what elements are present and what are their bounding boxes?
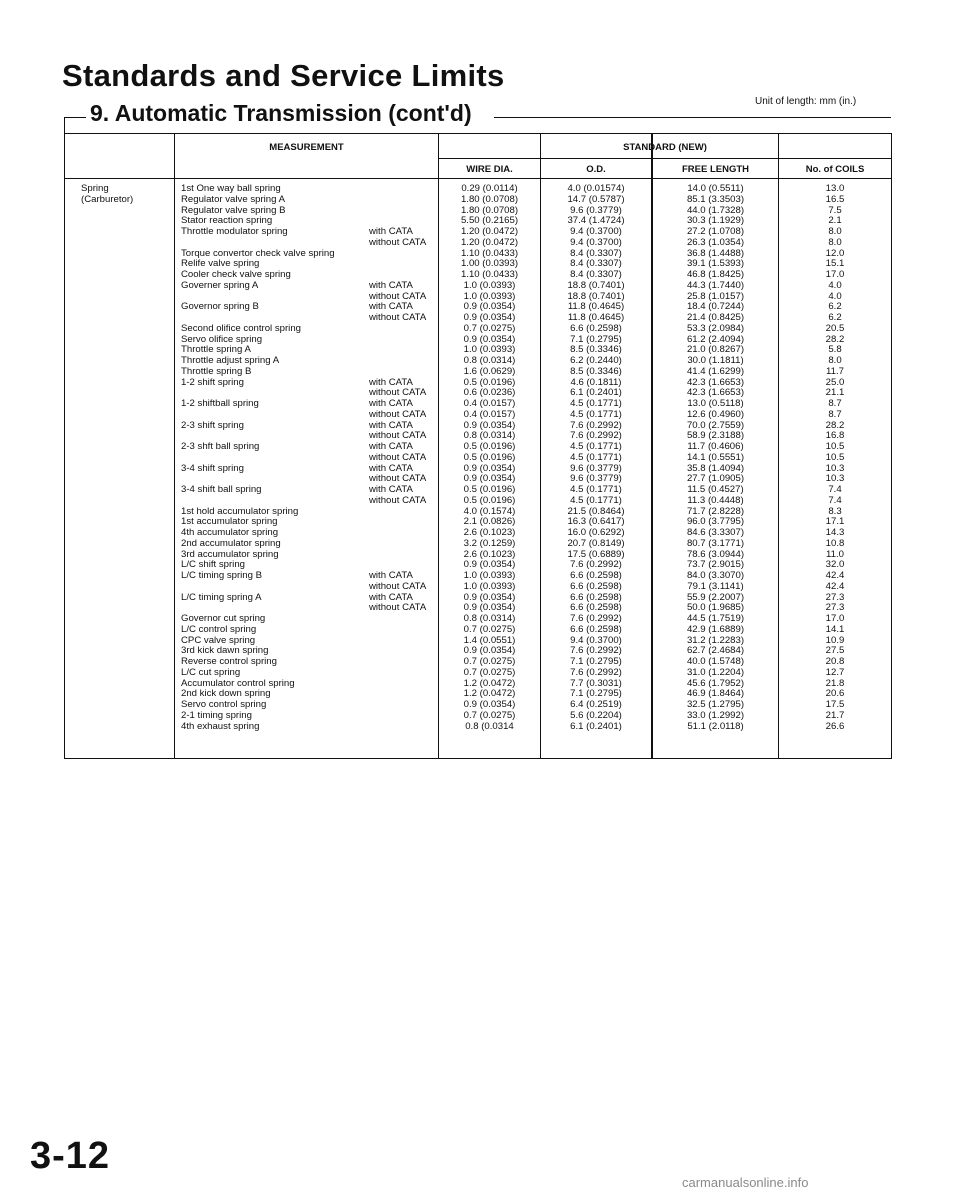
free-length-value: 40.0 (1.5748) xyxy=(686,657,745,667)
coil-count-value: 4.0 xyxy=(828,291,842,302)
wire-dia-value: 1.0 (0.0393) xyxy=(463,280,516,291)
spring-name: Second olifice control spring xyxy=(181,323,301,334)
coil-count-value: 13.0 xyxy=(825,184,845,194)
wire-dia-value: 0.8 (0.0314) xyxy=(463,614,516,624)
wire-dia-value: 0.5 (0.0196) xyxy=(463,442,516,452)
wire-dia-value: 0.7 (0.0275) xyxy=(463,624,516,635)
free-length-value: 21.0 (0.8267) xyxy=(686,345,745,356)
od-value: 9.6 (0.3779) xyxy=(570,474,622,485)
od-value: 20.7 (0.8149) xyxy=(567,538,625,549)
coil-count-value: 8.7 xyxy=(828,399,842,409)
header-standard: STANDARD (NEW) xyxy=(623,142,707,153)
od-value: 6.6 (0.2598) xyxy=(570,581,622,592)
wire-dia-value: 0.9 (0.0354) xyxy=(463,603,516,614)
od-value: 8.5 (0.3346) xyxy=(570,366,622,377)
free-length-value: 13.0 (0.5118) xyxy=(687,399,744,409)
od-value: 4.0 (0.01574) xyxy=(567,184,625,194)
od-value: 6.2 (0.2440) xyxy=(570,356,622,366)
od-value: 4.5 (0.1771) xyxy=(570,495,622,506)
spring-name: Governer spring A xyxy=(181,280,259,291)
wire-dia-value: 1.6 (0.0629) xyxy=(463,366,516,377)
wire-dia-value: 0.4 (0.0157) xyxy=(463,399,516,409)
wire-dia-value: 2.6 (0.1023) xyxy=(463,549,516,560)
wire-dia-value: 1.10 (0.0433) xyxy=(460,270,519,280)
wire-dia-value: 1.00 (0.0393) xyxy=(460,259,519,270)
spring-name: Throttle spring A xyxy=(181,345,251,356)
free-length-value: 26.3 (1.0354) xyxy=(686,237,745,248)
od-value: 9.6 (0.3779) xyxy=(570,463,622,474)
spring-name: 2nd kick down spring xyxy=(181,689,271,700)
od-value: 21.5 (0.8464) xyxy=(567,506,625,517)
spring-name: 4th exhaust spring xyxy=(181,721,260,732)
free-length-value: 41.4 (1.6299) xyxy=(686,366,745,377)
wire-dia-value: 4.0 (0.1574) xyxy=(463,506,516,517)
cata-condition: without CATA xyxy=(369,409,427,420)
wire-dia-value: 1.0 (0.0393) xyxy=(463,571,516,581)
coil-count-value: 6.2 xyxy=(828,313,842,323)
spring-name: L/C timing spring A xyxy=(181,592,262,603)
cata-condition: without CATA xyxy=(369,388,427,399)
coil-count-value: 12.0 xyxy=(825,248,845,259)
wire-dia-value: 0.9 (0.0354) xyxy=(463,700,516,710)
free-length-value: 18.4 (0.7244) xyxy=(686,302,745,313)
coil-count-value: 42.4 xyxy=(825,581,845,592)
coil-count-value: 11.0 xyxy=(826,549,844,560)
coil-count-value: 20.5 xyxy=(825,323,845,334)
free-length-value: 70.0 (2.7559) xyxy=(686,420,745,431)
wire-dia-value: 1.0 (0.0393) xyxy=(463,291,516,302)
wire-dia-value: 1.2 (0.0472) xyxy=(463,678,516,689)
free-length-value: 53.3 (2.0984) xyxy=(686,323,745,334)
coil-count-value: 21.1 xyxy=(825,388,845,399)
coil-count-value: 4.0 xyxy=(828,280,842,291)
wire-dia-value: 0.9 (0.0354) xyxy=(463,463,516,474)
spring-name: L/C shift spring xyxy=(181,560,245,571)
wire-dia-value: 0.9 (0.0354) xyxy=(463,334,516,345)
wire-dia-value: 1.0 (0.0393) xyxy=(463,581,516,592)
od-value: 18.8 (0.7401) xyxy=(567,291,625,302)
spring-name: 2-3 shft ball spring xyxy=(181,442,260,452)
free-length-value: 84.0 (3.3070) xyxy=(686,571,745,581)
wire-dia-value: 0.7 (0.0275) xyxy=(463,323,516,334)
od-value: 7.6 (0.2992) xyxy=(570,431,622,442)
wire-dia-value: 0.9 (0.0354) xyxy=(463,313,516,323)
free-length-value: 35.8 (1.4094) xyxy=(686,463,745,474)
spring-name: Regulator valve spring B xyxy=(181,205,286,216)
coil-count-value: 10.3 xyxy=(825,474,845,485)
od-value: 7.1 (0.2795) xyxy=(570,657,622,667)
free-length-value: 46.9 (1.8464) xyxy=(686,689,745,700)
od-value: 17.5 (0.6889) xyxy=(567,549,625,560)
cata-condition: with CATA xyxy=(369,280,413,291)
od-value: 7.6 (0.2992) xyxy=(570,420,622,431)
od-value: 4.5 (0.1771) xyxy=(570,399,622,409)
cata-condition: with CATA xyxy=(369,302,413,313)
free-length-value: 30.3 (1.1929) xyxy=(686,216,745,227)
spring-name: Throttle modulator spring xyxy=(181,227,288,237)
cata-condition: with CATA xyxy=(369,592,413,603)
od-value: 16.3 (0.6417) xyxy=(567,517,625,528)
free-length-value: 61.2 (2.4094) xyxy=(686,334,745,345)
wire-dia-value: 1.80 (0.0708) xyxy=(460,194,519,205)
od-value: 7.6 (0.2992) xyxy=(570,667,622,678)
coil-count-value: 10.9 xyxy=(825,635,845,646)
coil-count-value: 17.5 xyxy=(825,700,845,710)
wire-dia-value: 0.7 (0.0275) xyxy=(463,657,516,667)
unit-note: Unit of length: mm (in.) xyxy=(755,96,857,107)
spring-name: 1st hold accumulator spring xyxy=(181,506,299,517)
free-length-column xyxy=(653,184,778,732)
od-value: 11.8 (0.4645) xyxy=(567,302,625,313)
header-wire-dia: WIRE DIA. xyxy=(466,164,513,175)
free-length-value: 11.7 (0.4606) xyxy=(687,442,744,452)
free-length-value: 31.0 (1.2204) xyxy=(686,667,745,678)
wire-dia-value: 2.6 (0.1023) xyxy=(463,528,516,538)
wire-dia-value: 2.1 (0.0826) xyxy=(463,517,516,528)
spring-name: 1-2 shiftball spring xyxy=(181,399,259,409)
spring-name: Stator reaction spring xyxy=(181,216,273,227)
cata-condition: without CATA xyxy=(369,474,427,485)
coil-count-value: 8.0 xyxy=(828,227,842,237)
free-length-value: 32.5 (1.2795) xyxy=(686,700,745,710)
cata-condition: without CATA xyxy=(369,313,427,323)
od-value: 7.7 (0.3031) xyxy=(570,678,622,689)
wire-dia-value: 0.9 (0.0354) xyxy=(463,420,516,431)
free-length-value: 14.1 (0.5551) xyxy=(686,452,745,463)
spring-name: 3rd kick dawn spring xyxy=(181,646,269,657)
spec-table xyxy=(64,133,892,759)
free-length-value: 14.0 (0.5511) xyxy=(687,184,744,194)
od-value: 8.5 (0.3346) xyxy=(570,345,622,356)
coil-count-value: 21.8 xyxy=(825,678,845,689)
free-length-value: 84.6 (3.3307) xyxy=(686,528,745,538)
cata-condition: with CATA xyxy=(369,463,413,474)
header-divider-upper xyxy=(438,158,891,159)
spring-name: Reverse control spring xyxy=(181,657,277,667)
cata-condition: without CATA xyxy=(369,603,427,614)
header-od: O.D. xyxy=(586,164,606,175)
coil-count-value: 21.7 xyxy=(825,710,845,721)
od-value: 9.4 (0.3700) xyxy=(570,237,622,248)
od-value: 6.1 (0.2401) xyxy=(570,721,622,732)
free-length-value: 44.0 (1.7328) xyxy=(686,205,745,216)
coil-count-value: 17.1 xyxy=(825,517,845,528)
wire-dia-value: 1.10 (0.0433) xyxy=(460,248,519,259)
od-value: 16.0 (0.6292) xyxy=(567,528,625,538)
cata-condition: with CATA xyxy=(369,442,413,452)
od-value: 6.6 (0.2598) xyxy=(570,624,622,635)
wire-dia-value: 1.4 (0.0551) xyxy=(463,635,516,646)
spring-name: L/C cut spring xyxy=(181,667,241,678)
wire-dia-value: 0.8 (0.0314 xyxy=(465,721,514,732)
category-label: Spring (Carburetor) xyxy=(81,183,134,205)
free-length-value: 11.3 (0.4448) xyxy=(687,495,744,506)
free-length-value: 30.0 (1.1811) xyxy=(687,356,744,366)
section-rule-right xyxy=(494,117,891,118)
coil-count-value: 10.8 xyxy=(825,538,845,549)
od-value: 18.8 (0.7401) xyxy=(567,280,625,291)
od-column xyxy=(541,184,651,732)
wire-dia-value: 0.9 (0.0354) xyxy=(463,592,516,603)
free-length-value: 55.9 (2.2007) xyxy=(686,592,745,603)
od-value: 6.1 (0.2401) xyxy=(570,388,622,399)
spring-name: L/C control spring xyxy=(181,624,257,635)
od-value: 9.4 (0.3700) xyxy=(570,227,622,237)
spring-name: Governor spring B xyxy=(181,302,259,313)
page-title: Standards and Service Limits xyxy=(62,58,505,93)
coil-count-value: 7.4 xyxy=(828,485,842,495)
watermark: carmanualsonline.info xyxy=(682,1175,809,1190)
coil-count-value: 2.1 xyxy=(828,216,842,227)
od-value: 37.4 (1.4724) xyxy=(567,216,625,227)
wire-dia-value: 0.5 (0.0196) xyxy=(463,452,516,463)
wire-dia-value: 0.8 (0.0314) xyxy=(463,356,516,366)
od-value: 8.4 (0.3307) xyxy=(570,270,622,280)
spring-name: Accumulator control spring xyxy=(181,678,295,689)
od-value: 4.6 (0.1811) xyxy=(570,377,622,388)
coil-count-value: 8.0 xyxy=(828,356,842,366)
free-length-value: 44.3 (1.7440) xyxy=(686,280,745,291)
free-length-value: 79.1 (3.1141) xyxy=(687,581,744,592)
wire-dia-value: 0.9 (0.0354) xyxy=(463,646,516,657)
spring-name: 1-2 shift spring xyxy=(181,377,244,388)
coil-count-value: 5.8 xyxy=(828,345,842,356)
od-value: 9.4 (0.3700) xyxy=(570,635,622,646)
cata-condition: without CATA xyxy=(369,495,427,506)
od-value: 11.8 (0.4645) xyxy=(567,313,625,323)
coil-count-value: 28.2 xyxy=(825,420,845,431)
coil-count-value: 14.3 xyxy=(825,528,845,538)
cata-condition: without CATA xyxy=(369,237,427,248)
free-length-value: 78.6 (3.0944) xyxy=(686,549,745,560)
coil-count-value: 26.6 xyxy=(825,721,845,732)
spring-name: L/C timing spring B xyxy=(181,571,263,581)
coil-count-value: 10.5 xyxy=(825,452,845,463)
coil-count-value: 27.3 xyxy=(825,592,845,603)
cata-condition: with CATA xyxy=(369,485,413,495)
coil-count-value: 7.5 xyxy=(828,205,842,216)
wire-dia-value: 0.9 (0.0354) xyxy=(463,560,516,571)
coil-count-value: 7.4 xyxy=(828,495,842,506)
wire-dia-value: 0.29 (0.0114) xyxy=(461,184,518,194)
free-length-value: 31.2 (1.2283) xyxy=(686,635,745,646)
od-value: 8.4 (0.3307) xyxy=(570,259,622,270)
wire-dia-column xyxy=(439,184,540,732)
coil-count-value: 10.3 xyxy=(825,463,845,474)
free-length-value: 36.8 (1.4488) xyxy=(686,248,745,259)
wire-dia-value: 0.6 (0.0236) xyxy=(463,388,516,399)
cata-condition: with CATA xyxy=(369,399,413,409)
wire-dia-value: 1.20 (0.0472) xyxy=(460,237,519,248)
free-length-value: 58.9 (2.3188) xyxy=(686,431,745,442)
wire-dia-value: 1.20 (0.0472) xyxy=(460,227,519,237)
od-value: 7.6 (0.2992) xyxy=(570,646,622,657)
spring-name: Relife valve spring xyxy=(181,259,260,270)
cata-condition: with CATA xyxy=(369,227,413,237)
wire-dia-value: 0.9 (0.0354) xyxy=(463,302,516,313)
coil-count-value: 10.5 xyxy=(825,442,845,452)
coil-count-value: 17.0 xyxy=(825,614,845,624)
free-length-value: 12.6 (0.4960) xyxy=(686,409,745,420)
header-free-length: FREE LENGTH xyxy=(681,164,750,175)
coil-count-value: 17.0 xyxy=(825,270,845,280)
free-length-value: 51.1 (2.0118) xyxy=(687,721,744,732)
wire-dia-value: 3.2 (0.1259) xyxy=(463,538,516,549)
coil-count-value: 11.7 xyxy=(826,366,844,377)
coil-count-value: 20.6 xyxy=(825,689,845,700)
page-number: 3-12 xyxy=(30,1135,111,1177)
coil-count-value: 15.1 xyxy=(825,259,845,270)
free-length-value: 27.7 (1.0905) xyxy=(686,474,745,485)
coil-count-value: 27.3 xyxy=(825,603,845,614)
od-value: 6.6 (0.2598) xyxy=(570,571,622,581)
spring-name: Cooler check valve spring xyxy=(181,270,291,280)
free-length-value: 44.5 (1.7519) xyxy=(686,614,745,624)
spring-name: 3-4 shift spring xyxy=(181,463,244,474)
cata-condition: with CATA xyxy=(369,420,413,431)
wire-dia-value: 0.5 (0.0196) xyxy=(463,495,516,506)
spring-name: 3-4 shift ball spring xyxy=(181,485,262,495)
free-length-value: 46.8 (1.8425) xyxy=(686,270,745,280)
spring-name: 4th accumulator spring xyxy=(181,528,279,538)
cata-condition: without CATA xyxy=(369,291,427,302)
od-value: 8.4 (0.3307) xyxy=(570,248,622,259)
od-value: 5.6 (0.2204) xyxy=(570,710,622,721)
od-value: 7.1 (0.2795) xyxy=(570,334,622,345)
coil-count-value: 28.2 xyxy=(825,334,845,345)
od-value: 9.6 (0.3779) xyxy=(570,205,622,216)
od-value: 4.5 (0.1771) xyxy=(570,485,622,495)
cata-condition: without CATA xyxy=(369,431,427,442)
wire-dia-value: 0.7 (0.0275) xyxy=(463,667,516,678)
od-value: 6.6 (0.2598) xyxy=(570,603,622,614)
spring-name: Regulator valve spring A xyxy=(181,194,285,205)
free-length-value: 85.1 (3.3503) xyxy=(686,194,745,205)
coil-count-value: 16.8 xyxy=(825,431,845,442)
spring-name: 1st One way ball spring xyxy=(181,184,281,194)
wire-dia-value: 0.8 (0.0314) xyxy=(463,431,516,442)
spring-name: 2nd accumulator spring xyxy=(181,538,281,549)
wire-dia-value: 0.9 (0.0354) xyxy=(463,474,516,485)
coil-count-value: 20.8 xyxy=(825,657,845,667)
wire-dia-value: 0.7 (0.0275) xyxy=(463,710,516,721)
od-value: 7.6 (0.2992) xyxy=(570,560,622,571)
spring-name: CPC valve spring xyxy=(181,635,256,646)
col-divider-category xyxy=(174,134,175,758)
wire-dia-value: 5.50 (0.2165) xyxy=(460,216,519,227)
od-value: 7.6 (0.2992) xyxy=(570,614,622,624)
wire-dia-value: 1.2 (0.0472) xyxy=(463,689,516,700)
coil-count-value: 8.7 xyxy=(828,409,842,420)
spring-name: 2-1 timing spring xyxy=(181,710,252,721)
wire-dia-value: 1.0 (0.0393) xyxy=(463,345,516,356)
coil-count-value: 6.2 xyxy=(828,302,842,313)
coil-count-value: 42.4 xyxy=(825,571,845,581)
free-length-value: 11.5 (0.4527) xyxy=(687,485,744,495)
spring-name: Throttle adjust spring A xyxy=(181,356,280,366)
od-value: 6.4 (0.2519) xyxy=(570,700,622,710)
cata-condition: without CATA xyxy=(369,452,427,463)
spring-name: Servo control spring xyxy=(181,700,267,710)
free-length-value: 80.7 (3.1771) xyxy=(686,538,745,549)
od-value: 4.5 (0.1771) xyxy=(570,442,622,452)
wire-dia-value: 0.5 (0.0196) xyxy=(463,485,516,495)
free-length-value: 73.7 (2.9015) xyxy=(686,560,745,571)
coil-count-value: 32.0 xyxy=(825,560,845,571)
wire-dia-value: 0.5 (0.0196) xyxy=(463,377,516,388)
header-measurement: MEASUREMENT xyxy=(269,142,344,153)
free-length-value: 50.0 (1.9685) xyxy=(686,603,745,614)
free-length-value: 33.0 (1.2992) xyxy=(686,710,745,721)
coil-count-value: 16.5 xyxy=(825,194,845,205)
od-value: 6.6 (0.2598) xyxy=(570,592,622,603)
cata-condition: with CATA xyxy=(369,571,413,581)
free-length-value: 71.7 (2.8228) xyxy=(686,506,745,517)
coils-column xyxy=(779,184,891,732)
od-value: 6.6 (0.2598) xyxy=(570,323,622,334)
coil-count-value: 25.0 xyxy=(825,377,845,388)
free-length-value: 39.1 (1.5393) xyxy=(686,259,745,270)
free-length-value: 42.3 (1.6653) xyxy=(686,388,745,399)
coil-count-value: 12.7 xyxy=(825,667,845,678)
spring-name: 1st accumulator spring xyxy=(181,517,278,528)
spring-name: Throttle spring B xyxy=(181,366,252,377)
free-length-value: 42.3 (1.6653) xyxy=(686,377,745,388)
spring-name: Torque convertor check valve spring xyxy=(181,248,335,259)
cata-condition: without CATA xyxy=(369,581,427,592)
wire-dia-value: 1.80 (0.0708) xyxy=(460,205,519,216)
free-length-value: 42.9 (1.6889) xyxy=(686,624,745,635)
spring-name: 2-3 shift spring xyxy=(181,420,244,431)
cata-condition: with CATA xyxy=(369,377,413,388)
section-rule-left xyxy=(64,117,86,118)
section-heading: 9. Automatic Transmission (cont'd) xyxy=(90,100,472,126)
free-length-value: 96.0 (3.7795) xyxy=(686,517,745,528)
header-divider-lower xyxy=(65,178,891,179)
spring-name: Servo olifice spring xyxy=(181,334,263,345)
coil-count-value: 27.5 xyxy=(825,646,845,657)
free-length-value: 21.4 (0.8425) xyxy=(686,313,745,323)
free-length-value: 27.2 (1.0708) xyxy=(686,227,745,237)
spring-name: Governor cut spring xyxy=(181,614,266,624)
free-length-value: 62.7 (2.4684) xyxy=(686,646,745,657)
spring-name: 3rd accumulator spring xyxy=(181,549,279,560)
od-value: 7.1 (0.2795) xyxy=(570,689,622,700)
header-coils: No. of COILS xyxy=(805,164,865,175)
od-value: 4.5 (0.1771) xyxy=(570,409,622,420)
free-length-value: 45.6 (1.7952) xyxy=(686,678,745,689)
coil-count-value: 8.3 xyxy=(828,506,842,517)
coil-count-value: 8.0 xyxy=(828,237,842,248)
od-value: 4.5 (0.1771) xyxy=(570,452,622,463)
wire-dia-value: 0.4 (0.0157) xyxy=(463,409,516,420)
free-length-value: 25.8 (1.0157) xyxy=(686,291,745,302)
coil-count-value: 14.1 xyxy=(825,624,845,635)
od-value: 14.7 (0.5787) xyxy=(567,194,625,205)
